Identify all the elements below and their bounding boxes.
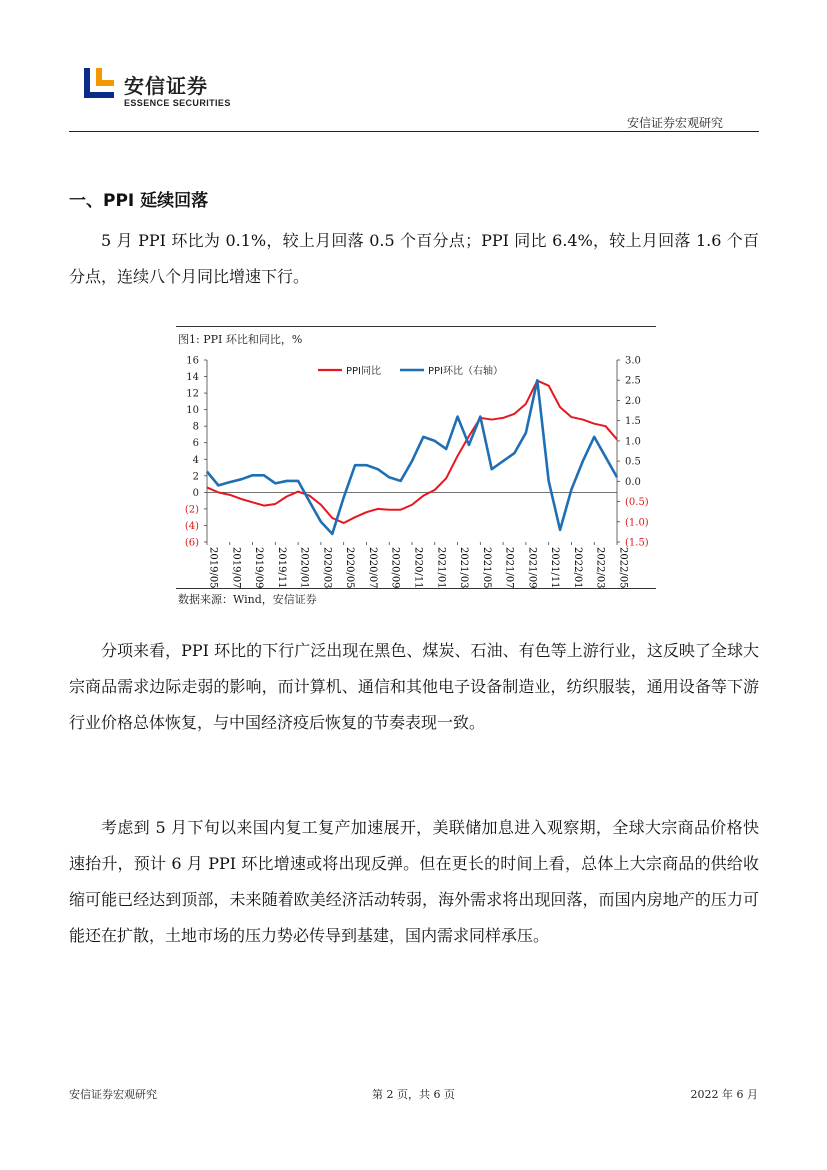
left-tick-label: (6) [184,537,199,549]
left-tick-label: (4) [184,520,199,532]
x-tick-label: 2021/11 [549,547,561,589]
chart-legend [318,364,503,377]
x-tick-label: 2022/05 [617,547,629,589]
left-tick-label: 0 [192,487,199,499]
series-line-ppi-yoy [207,381,617,523]
footer-date: 2022 年 6 月 [690,1088,758,1101]
x-tick-label: 2020/11 [412,547,424,589]
right-tick-label: 2.0 [625,395,641,407]
x-tick-label: 2022/01 [571,547,583,589]
left-tick-label: 14 [186,372,199,384]
right-tick-label: 0.5 [625,456,641,468]
body-paragraph-2: 分项来看，PPI 环比的下行广泛出现在黑色、煤炭、石油、有色等上游行业，这反映了全球大宗商品需求边际走弱的影响，而计算机、通信和其他电子设备制造业，纺织服装，通用设备等下游行业价格总体恢复，与中国经济疫后恢复的节奏表现一致。 [69,641,759,732]
footer-page-number: 第 2 页，共 6 页 [372,1088,455,1101]
left-tick-label: 4 [192,454,199,466]
x-tick-label: 2020/03 [321,547,333,589]
company-logo [84,68,234,112]
figure-bottom-rule [176,588,656,589]
right-tick-label: (0.5) [625,497,649,509]
logo-mark-icon [84,68,114,98]
left-tick-label: 2 [192,471,199,483]
section-heading: 一、PPI 延续回落 [69,191,209,211]
left-tick-label: 6 [192,438,199,450]
x-tick-label: 2022/03 [594,547,606,589]
legend-label-yoy: PPI同比 [346,366,382,377]
right-tick-label: (1.0) [625,517,649,529]
x-tick-label: 2020/09 [389,547,401,589]
right-tick-label: (1.5) [625,537,649,549]
ppi-chart [170,350,650,590]
x-tick-label: 2021/09 [526,547,538,589]
right-tick-label: 2.5 [625,375,641,387]
footer-left: 安信证券宏观研究 [69,1088,157,1101]
x-tick-label: 2020/07 [366,547,378,589]
right-tick-label: 3.0 [625,355,641,367]
intro-paragraph: 5 月 PPI 环比为 0.1%，较上月回落 0.5 个百分点；PPI 同比 6.4%，较上月回落 1.6 个百分点，连续八个月同比增速下行。 [69,231,759,286]
left-tick-label: 16 [186,355,199,367]
right-tick-label: 1.0 [625,436,641,448]
x-tick-label: 2021/03 [458,547,470,589]
x-tick-label: 2021/07 [503,547,515,589]
x-tick-label: 2021/01 [435,547,447,589]
x-tick-label: 2019/09 [253,547,265,589]
right-tick-label: 0.0 [625,476,641,488]
x-tick-label: 2019/11 [275,547,287,589]
legend-label-mom: PPI环比（右轴） [428,366,504,377]
figure-top-rule [176,326,656,327]
header-divider [69,131,759,132]
x-tick-label: 2020/01 [298,547,310,589]
left-tick-label: 8 [192,421,199,433]
figure-source: 数据来源：Wind，安信证券 [178,593,317,606]
x-tick-label: 2021/05 [480,547,492,589]
x-tick-label: 2019/07 [230,547,242,589]
left-tick-label: 10 [186,405,199,417]
left-tick-label: (2) [184,504,199,516]
logo-text-cn: 安信证券 [124,74,208,98]
x-tick-label: 2019/05 [207,547,219,589]
right-tick-label: 1.5 [625,416,641,428]
logo-text-en: ESSENCE SECURITIES [124,98,231,108]
series-line-ppi-mom [207,380,617,534]
figure-title: 图1: PPI 环比和同比，% [178,333,303,346]
left-tick-label: 12 [186,388,199,400]
body-paragraph-3: 考虑到 5 月下旬以来国内复工复产加速展开，美联储加息进入观察期，全球大宗商品价格快速抬升，预计 6 月 PPI 环比增速或将出现反弹。但在更长的时间上看，总体上大宗商品的供给收缩可能已经达到顶部，未来随着欧美经济活动转弱，海外需求将出现回落，而国内房地产的压力可能还在扩散，土地市场的压力势必传导到基建，国内需求同样承压。 [69,818,759,945]
header-title: 安信证券宏观研究 [626,116,723,130]
x-tick-label: 2020/05 [344,547,356,589]
